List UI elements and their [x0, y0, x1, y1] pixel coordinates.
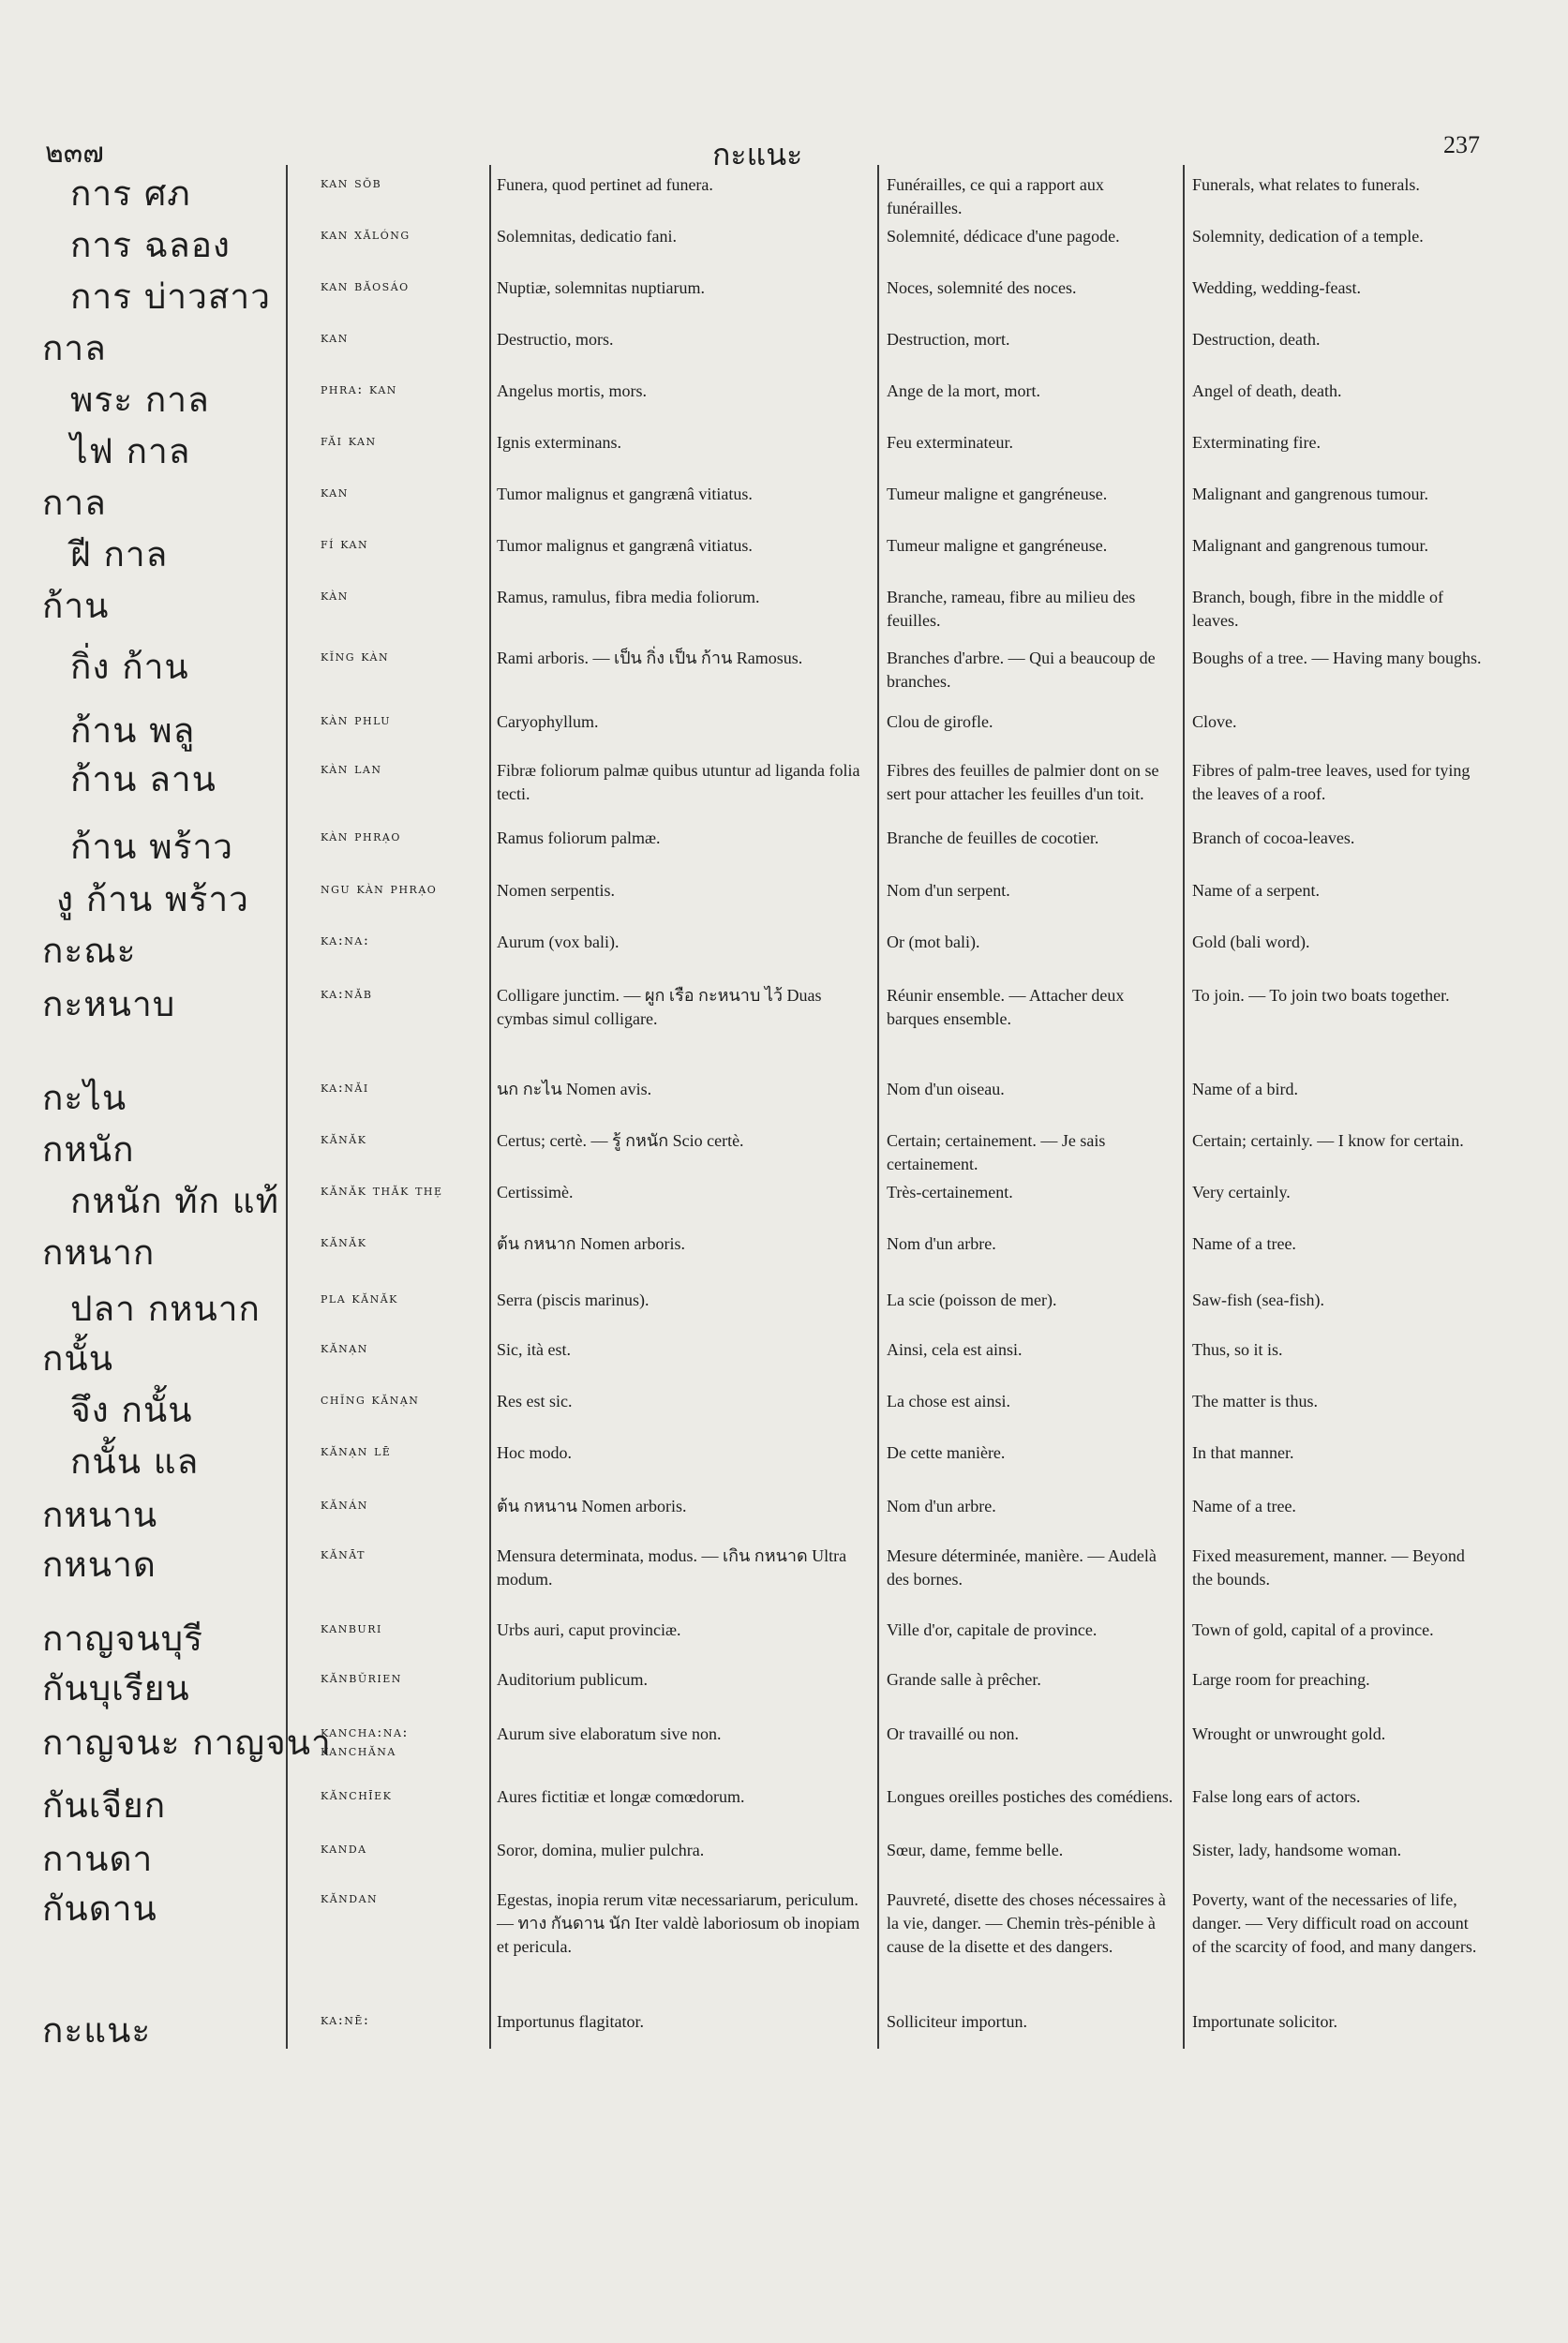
- entry-english: Very certainly.: [1192, 1183, 1291, 1201]
- entry-english: Gold (bali word).: [1192, 933, 1310, 951]
- entry-latin: Tumor malignus et gangrænâ vitiatus.: [497, 485, 753, 503]
- entry-english: Wedding, wedding-feast.: [1192, 278, 1361, 297]
- page-number: 237: [1443, 131, 1480, 158]
- entry-english: Angel of death, death.: [1192, 381, 1342, 400]
- entry-french: Longues oreilles postiches des comédiens.: [887, 1787, 1173, 1806]
- entry-thai: การ ฉลอง: [70, 225, 231, 265]
- entry-thai: กหนาก: [42, 1232, 156, 1273]
- entry-transliteration: ka:nē:: [321, 2011, 370, 2028]
- entry-english: Destruction, death.: [1192, 330, 1321, 349]
- entry-transliteration: phra: kan: [321, 381, 397, 397]
- entry-transliteration: ka:năb: [321, 985, 373, 1002]
- entry-thai: งู ก้าน พร้าว: [56, 879, 249, 919]
- entry-english: To join. — To join two boats together.: [1192, 986, 1450, 1005]
- entry-transliteration: kăndan: [321, 1889, 379, 1906]
- entry-english: Town of gold, capital of a province.: [1192, 1620, 1434, 1639]
- entry-latin: Solemnitas, dedicatio fani.: [497, 227, 677, 246]
- entry-transliteration: kănạn: [321, 1339, 368, 1356]
- entry-thai: กาญจนบุรี: [42, 1619, 204, 1659]
- entry-latin: Tumor malignus et gangrænâ vitiatus.: [497, 536, 753, 555]
- entry-thai: ไฟ กาล: [70, 431, 191, 471]
- entry-thai: กหนาน: [42, 1495, 158, 1535]
- entry-transliteration: kancha:na: kanchăna: [321, 1724, 409, 1759]
- column-rule: [489, 165, 491, 2049]
- entry-transliteration: kan xălóng: [321, 226, 411, 243]
- entry-french: Branche, rameau, fibre au milieu des feuilles.: [887, 588, 1136, 630]
- entry-french: Feu exterminateur.: [887, 433, 1013, 452]
- entry-french: La scie (poisson de mer).: [887, 1291, 1057, 1309]
- entry-thai: กหนาด: [42, 1545, 157, 1585]
- entry-english: Branch of cocoa-leaves.: [1192, 828, 1355, 847]
- entry-transliteration: kàn lan: [321, 760, 382, 777]
- entry-latin: ต้น กหนาน Nomen arboris.: [497, 1497, 687, 1515]
- entry-french: De cette manière.: [887, 1443, 1006, 1462]
- entry-latin: Certus; certè. — รู้ กหนัก Scio certè.: [497, 1131, 744, 1150]
- entry-english: Clove.: [1192, 712, 1237, 731]
- entry-english: Thus, so it is.: [1192, 1340, 1283, 1359]
- entry-thai: ก้าน พลู: [70, 710, 196, 751]
- entry-latin: Aurum sive elaboratum sive non.: [497, 1724, 722, 1743]
- entry-english: Branch, bough, fibre in the middle of leaves.: [1192, 588, 1443, 630]
- entry-thai: การ ศภ: [70, 173, 191, 214]
- entry-thai: กหนัก: [42, 1129, 135, 1170]
- entry-english: Funerals, what relates to funerals.: [1192, 175, 1420, 194]
- entry-latin: Sic, ità est.: [497, 1340, 571, 1359]
- entry-thai: กะณะ: [42, 931, 137, 971]
- entry-latin: Funera, quod pertinet ad funera.: [497, 175, 713, 194]
- entry-latin: Ramus foliorum palmæ.: [497, 828, 661, 847]
- entry-latin: ต้น กหนาก Nomen arboris.: [497, 1234, 686, 1253]
- entry-thai: ก้าน ลาน: [70, 759, 217, 799]
- entry-transliteration: chĭng kănạn: [321, 1391, 420, 1408]
- entry-english: Name of a bird.: [1192, 1080, 1298, 1098]
- entry-french: Clou de girofle.: [887, 712, 993, 731]
- entry-thai: ก้าน พร้าว: [70, 827, 234, 867]
- thai-page-number: ๒๓๗: [45, 137, 104, 170]
- entry-french: Funérailles, ce qui a rapport aux funérailles.: [887, 175, 1104, 217]
- entry-french: Or travaillé ou non.: [887, 1724, 1019, 1743]
- entry-latin: Rami arboris. — เป็น กิ่ง เป็น ก้าน Ramosus.: [497, 649, 803, 667]
- entry-english: Certain; certainly. — I know for certain.: [1192, 1131, 1464, 1150]
- column-rule: [1183, 165, 1185, 2049]
- entry-thai: กันดาน: [42, 1888, 157, 1929]
- entry-thai: กันบุเรียน: [42, 1668, 190, 1709]
- entry-latin: Importunus flagitator.: [497, 2012, 644, 2031]
- entry-transliteration: kĭng kàn: [321, 648, 390, 664]
- entry-english: Large room for preaching.: [1192, 1670, 1370, 1689]
- entry-latin: นก กะไน Nomen avis.: [497, 1080, 652, 1098]
- entry-transliteration: kan sŏb: [321, 174, 382, 191]
- entry-latin: Certissimè.: [497, 1183, 574, 1201]
- entry-english: Poverty, want of the necessaries of life, danger. — Very difficult road on account of the scarcity of food, and many dangers.: [1192, 1890, 1477, 1956]
- entry-thai: กาญจนะ กาญจนา: [42, 1723, 332, 1763]
- entry-thai: ปลา กหนาก: [70, 1289, 261, 1329]
- entry-transliteration: pla kănăk: [321, 1290, 398, 1306]
- entry-thai: กิ่ง ก้าน: [70, 647, 189, 687]
- entry-transliteration: kanda: [321, 1840, 367, 1857]
- entry-thai: ฝี กาล: [70, 534, 169, 575]
- entry-transliteration: kàn phrạo: [321, 828, 401, 844]
- entry-french: Nom d'un oiseau.: [887, 1080, 1005, 1098]
- entry-french: Destruction, mort.: [887, 330, 1010, 349]
- entry-latin: Urbs auri, caput provinciæ.: [497, 1620, 681, 1639]
- entry-french: Ainsi, cela est ainsi.: [887, 1340, 1023, 1359]
- entry-thai: กะไน: [42, 1078, 127, 1118]
- entry-transliteration: kanburi: [321, 1619, 382, 1636]
- entry-english: Name of a tree.: [1192, 1497, 1296, 1515]
- entry-thai: พระ กาล: [70, 380, 210, 420]
- entry-latin: Hoc modo.: [497, 1443, 572, 1462]
- entry-latin: Soror, domina, mulier pulchra.: [497, 1841, 705, 1859]
- entry-transliteration: ka:na:: [321, 932, 370, 948]
- entry-latin: Nomen serpentis.: [497, 881, 615, 900]
- column-rule: [877, 165, 879, 2049]
- entry-transliteration: kănăk: [321, 1130, 367, 1147]
- entry-french: Certain; certainement. — Je sais certainement.: [887, 1131, 1106, 1173]
- entry-thai: ก้าน: [42, 586, 110, 626]
- entry-thai: จึง กนั้น: [70, 1390, 193, 1430]
- entry-english: Importunate solicitor.: [1192, 2012, 1337, 2031]
- entry-thai: การ บ่าวสาว: [70, 276, 271, 317]
- entry-transliteration: kănạn lē: [321, 1442, 392, 1459]
- entry-latin: Nuptiæ, solemnitas nuptiarum.: [497, 278, 705, 297]
- entry-latin: Colligare junctim. — ผูก เรือ กะหนาบ ไว้ Duas cymbas simul colligare.: [497, 986, 822, 1028]
- entry-english: Malignant and gangrenous tumour.: [1192, 485, 1428, 503]
- entry-latin: Destructio, mors.: [497, 330, 614, 349]
- entry-thai: กาล: [42, 483, 107, 523]
- entry-transliteration: fí kan: [321, 535, 369, 552]
- entry-thai: กะแนะ: [42, 2010, 152, 2051]
- entry-english: Exterminating fire.: [1192, 433, 1321, 452]
- entry-latin: Ignis exterminans.: [497, 433, 621, 452]
- entry-transliteration: kănchīek: [321, 1786, 393, 1803]
- entry-english: Sister, lady, handsome woman.: [1192, 1841, 1402, 1859]
- entry-french: Solliciteur importun.: [887, 2012, 1027, 2031]
- entry-english: Fixed measurement, manner. — Beyond the bounds.: [1192, 1546, 1465, 1589]
- entry-transliteration: kàn phlu: [321, 711, 392, 728]
- entry-french: Noces, solemnité des noces.: [887, 278, 1077, 297]
- entry-latin: Caryophyllum.: [497, 712, 599, 731]
- entry-transliteration: kănăk: [321, 1233, 367, 1250]
- entry-thai: กนั้น: [42, 1338, 113, 1379]
- entry-english: Fibres of palm-tree leaves, used for tying the leaves of a roof.: [1192, 761, 1471, 803]
- entry-french: La chose est ainsi.: [887, 1392, 1010, 1410]
- entry-thai: กหนัก ทัก แท้: [70, 1181, 280, 1221]
- entry-latin: Auditorium publicum.: [497, 1670, 648, 1689]
- entry-latin: Mensura determinata, modus. — เกิน กหนาด Ultra modum.: [497, 1546, 847, 1589]
- entry-thai: กันเจียก: [42, 1785, 167, 1826]
- entry-english: Name of a tree.: [1192, 1234, 1296, 1253]
- entry-french: Fibres des feuilles de palmier dont on se sert pour attacher les feuilles d'un toit.: [887, 761, 1159, 803]
- entry-transliteration: kănāt: [321, 1545, 366, 1562]
- entry-transliteration: ka:năi: [321, 1079, 369, 1096]
- entry-english: Name of a serpent.: [1192, 881, 1320, 900]
- entry-transliteration: kănăk thăk thẹ: [321, 1182, 443, 1199]
- entry-thai: กาล: [42, 328, 107, 368]
- entry-french: Grande salle à prêcher.: [887, 1670, 1041, 1689]
- entry-latin: Egestas, inopia rerum vitæ necessariarum, periculum. — ทาง กันดาน นัก Iter valdè laboriosum ob inopiam et pericula.: [497, 1890, 860, 1956]
- entry-french: Tumeur maligne et gangréneuse.: [887, 485, 1108, 503]
- entry-transliteration: kàn: [321, 587, 349, 604]
- entry-thai: กนั้น แล: [70, 1441, 200, 1482]
- entry-french: Nom d'un serpent.: [887, 881, 1010, 900]
- entry-transliteration: făi kan: [321, 432, 377, 449]
- entry-french: Nom d'un arbre.: [887, 1234, 996, 1253]
- entry-latin: Ramus, ramulus, fibra media foliorum.: [497, 588, 760, 606]
- entry-english: In that manner.: [1192, 1443, 1294, 1462]
- entry-latin: Aures fictitiæ et longæ comœdorum.: [497, 1787, 745, 1806]
- entry-french: Ville d'or, capitale de province.: [887, 1620, 1098, 1639]
- entry-french: Pauvreté, disette des choses nécessaires à la vie, danger. — Chemin très-pénible à cause de la disette et des dangers.: [887, 1890, 1166, 1956]
- entry-thai: กานดา: [42, 1839, 154, 1879]
- entry-french: Nom d'un arbre.: [887, 1497, 996, 1515]
- entry-transliteration: ngu kàn phrạo: [321, 880, 438, 897]
- entry-french: Tumeur maligne et gangréneuse.: [887, 536, 1108, 555]
- entry-transliteration: kan: [321, 484, 349, 500]
- entry-french: Très-certainement.: [887, 1183, 1013, 1201]
- entry-english: Solemnity, dedication of a temple.: [1192, 227, 1424, 246]
- entry-transliteration: kănbŭrien: [321, 1669, 402, 1686]
- entry-french: Branche de feuilles de cocotier.: [887, 828, 1099, 847]
- running-headword: กะแนะ: [712, 137, 803, 172]
- entry-latin: Serra (piscis marinus).: [497, 1291, 650, 1309]
- entry-latin: Aurum (vox bali).: [497, 933, 620, 951]
- entry-english: The matter is thus.: [1192, 1392, 1318, 1410]
- entry-transliteration: kan băosáo: [321, 277, 410, 294]
- entry-french: Mesure déterminée, manière. — Audelà des bornes.: [887, 1546, 1157, 1589]
- entry-thai: กะหนาบ: [42, 984, 176, 1024]
- entry-english: Saw-fish (sea-fish).: [1192, 1291, 1324, 1309]
- entry-latin: Angelus mortis, mors.: [497, 381, 647, 400]
- entry-french: Ange de la mort, mort.: [887, 381, 1040, 400]
- entry-english: False long ears of actors.: [1192, 1787, 1361, 1806]
- entry-english: Malignant and gangrenous tumour.: [1192, 536, 1428, 555]
- entry-latin: Fibræ foliorum palmæ quibus utuntur ad liganda folia tecti.: [497, 761, 860, 803]
- entry-french: Réunir ensemble. — Attacher deux barques ensemble.: [887, 986, 1125, 1028]
- entry-english: Boughs of a tree. — Having many boughs.: [1192, 649, 1482, 667]
- entry-french: Or (mot bali).: [887, 933, 980, 951]
- entry-transliteration: kănán: [321, 1496, 368, 1513]
- entry-french: Sœur, dame, femme belle.: [887, 1841, 1064, 1859]
- entry-latin: Res est sic.: [497, 1392, 573, 1410]
- entry-french: Solemnité, dédicace d'une pagode.: [887, 227, 1120, 246]
- entry-english: Wrought or unwrought gold.: [1192, 1724, 1386, 1743]
- entry-french: Branches d'arbre. — Qui a beaucoup de branches.: [887, 649, 1156, 691]
- entry-transliteration: kan: [321, 329, 349, 346]
